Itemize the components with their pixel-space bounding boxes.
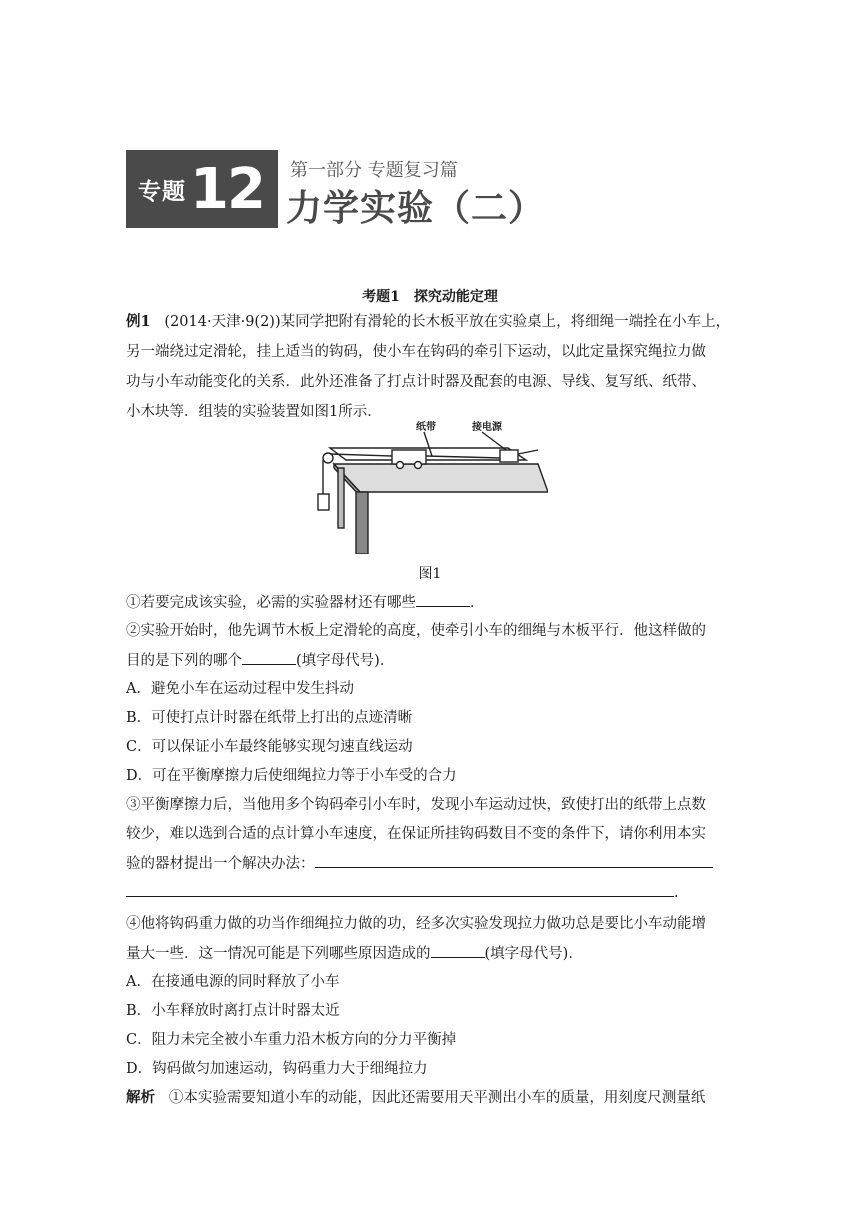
question-4-line-2 [126, 943, 583, 964]
example-label: 例1 [126, 313, 151, 330]
label-leader-power [482, 432, 506, 450]
question-4-suffix: (填字母代号)． [484, 946, 583, 962]
question-3-text: 验的器材提出一个解决办法： [126, 856, 315, 872]
question-2-suffix: (填字母代号)． [296, 653, 395, 669]
answer-blank-1[interactable] [416, 592, 470, 607]
question-4-option-b: B．小车释放时离打点计时器太近 [126, 1003, 340, 1019]
hook-weights [318, 494, 329, 510]
cart-wheel-back [415, 462, 422, 469]
question-3-line-4 [126, 882, 679, 903]
question-4-line-1: ④他将钩码重力做的功当作细绳拉力做的功，经多次实验发现拉力做功总是要比小车动能增 [126, 916, 706, 932]
label-power: 接电源 [472, 422, 502, 433]
question-3-end: . [674, 885, 679, 901]
example-line-4: 小木块等．组装的实验装置如图1所示． [126, 404, 382, 420]
analysis-line [126, 1088, 705, 1108]
question-1-text: ①若要完成该实验，必需的实验器材还有哪些 [126, 595, 416, 611]
chapter-badge-number: 12 [190, 156, 264, 222]
question-3-line-3 [126, 853, 713, 874]
question-1 [126, 592, 485, 613]
label-tape: 纸带 [416, 422, 436, 433]
chapter-badge [126, 150, 278, 228]
cart [392, 450, 426, 464]
apparatus-figure [312, 420, 548, 554]
example-line-2: 另一端绕过定滑轮，挂上适当的钩码，使小车在钩码的牵引下运动，以此定量探究绳拉力做 [126, 344, 706, 360]
chapter-badge-label: 专题 [138, 178, 186, 205]
section-title: 考题1 探究动能定理 [362, 289, 498, 305]
timer-wire [518, 450, 538, 454]
question-4-text: 量大一些．这一情况可能是下列哪些原因造成的 [126, 946, 431, 962]
question-2-option-b: B．可使打点计时器在纸带上打出的点迹清晰 [126, 710, 413, 726]
table-top [334, 464, 548, 492]
question-4-option-d: D．钩码做匀加速运动，钩码重力大于细绳拉力 [126, 1061, 428, 1077]
timer [500, 450, 518, 462]
question-2-option-a: A．避免小车在运动过程中发生抖动 [126, 681, 354, 697]
question-2-line-1: ②实验开始时，他先调节木板上定滑轮的高度，使牵引小车的细绳与木板平行．他这样做的 [126, 623, 706, 639]
answer-blank-3b[interactable] [126, 882, 674, 897]
cart-wheel-front [397, 462, 404, 469]
question-4-option-a: A．在接通电源的同时释放了小车 [126, 974, 340, 990]
example-text-1: (2014·天津·9(2))某同学把附有滑轮的长木板平放在实验桌上，将细绳一端拴在小车上， [164, 314, 731, 330]
example-line-1 [126, 312, 730, 332]
question-3-line-2: 较少，难以选到合适的点计算小车速度，在保证所挂钩码数目不变的条件下，请你利用本实 [126, 826, 706, 842]
example-line-3: 功与小车动能变化的关系．此外还准备了打点计时器及配套的电源、导线、复写纸、纸带、 [126, 374, 706, 390]
answer-blank-4[interactable] [431, 943, 485, 958]
chapter-title: 力学实验（二） [286, 188, 546, 229]
question-2-option-c: C．可以保证小车最终能够实现匀速直线运动 [126, 739, 413, 755]
question-2-text: 目的是下列的哪个 [126, 653, 242, 669]
analysis-label: 解析 [126, 1089, 155, 1106]
figure-caption: 图1 [418, 566, 442, 582]
answer-blank-2[interactable] [242, 650, 296, 665]
pulley [323, 453, 333, 463]
question-2-option-d: D．可在平衡摩擦力后使细绳拉力等于小车受的合力 [126, 768, 457, 784]
answer-blank-3a[interactable] [315, 853, 713, 868]
table-leg-back [338, 468, 344, 528]
question-2-line-2 [126, 650, 394, 671]
question-3-line-1: ③平衡摩擦力后，当他用多个钩码牵引小车时，发现小车运动过快，致使打出的纸带上点数 [126, 797, 706, 813]
question-1-period: ． [470, 595, 485, 611]
chapter-subtitle: 第一部分 专题复习篇 [290, 160, 458, 181]
chapter-banner [126, 150, 546, 230]
question-4-option-c: C．阻力未完全被小车重力沿木板方向的分力平衡掉 [126, 1032, 457, 1048]
table-leg-front [356, 492, 368, 554]
analysis-text: ①本实验需要知道小车的动能，因此还需要用天平测出小车的质量，用刻度尺测量纸 [168, 1090, 706, 1106]
